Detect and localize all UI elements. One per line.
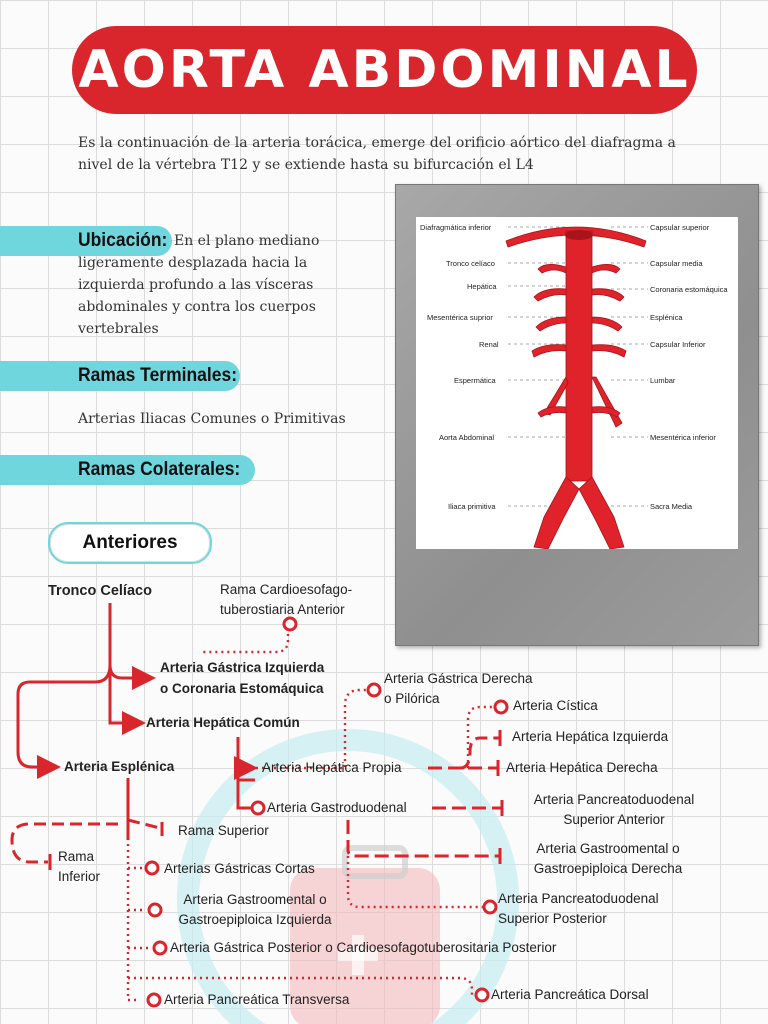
aorta-label-right-2: Coronaria estomáquica [650, 285, 728, 294]
gastroomental-der-line1: Arteria Gastroomental o [536, 841, 680, 856]
aorta-label-right-4: Capsular Inferior [650, 340, 706, 349]
ubicacion-text: En el plano mediano ligeramente desplazada hacia la izquierda profundo a las vísceras abdominales y contra los cuerpos vertebrales [78, 233, 320, 337]
rama-cardio-line1: Rama Cardioesofago- [220, 582, 353, 597]
aorta-label-left-3: Mesentérica suprior [427, 313, 493, 322]
aorta-label-left-6: Aorta Abdominal [439, 433, 495, 442]
rama-superior: Rama Superior [178, 823, 269, 838]
pancreato-sup-post-line2: Superior Posterior [498, 911, 607, 926]
gastrica-izq-line2: o Coronaria Estomáquica [160, 681, 324, 696]
aorta-label-left-1: Tronco celíaco [446, 259, 495, 268]
gastricas-cortas: Arterias Gástricas Cortas [164, 861, 315, 876]
aorta-label-right-1: Capsular media [650, 259, 703, 268]
pancreato-sup-post-line1: Arteria Pancreatoduodenal [498, 891, 659, 906]
pancreatica-transversa: Arteria Pancreática Transversa [164, 992, 350, 1007]
gastrica-der-line2: o Pilórica [384, 691, 440, 706]
pancreatica-dorsal: Arteria Pancreática Dorsal [491, 987, 649, 1002]
rama-cardio-line2: tuberostiaria Anterior [220, 602, 345, 617]
aorta-label-left-7: Iliaca primitiva [448, 502, 496, 511]
pancreato-sup-ant-line2: Superior Anterior [563, 812, 665, 827]
ramas-colaterales-label: Ramas Colaterales: [78, 459, 241, 480]
hepatica-izq: Arteria Hepática Izquierda [512, 729, 669, 744]
gastroomental-izq-line2: Gastroepiploica Izquierda [178, 912, 332, 927]
gastrica-der-line1: Arteria Gástrica Derecha [384, 671, 533, 686]
hepatica-comun: Arteria Hepática Común [146, 715, 300, 730]
hepatica-propia: Arteria Hepática Propia [262, 760, 402, 775]
aorta-label-right-7: Sacra Media [650, 502, 693, 511]
arteria-cistica: Arteria Cística [513, 698, 598, 713]
gastrica-izq-line1: Arteria Gástrica Izquierda [160, 660, 325, 675]
aorta-label-right-3: Esplénica [650, 313, 683, 322]
intro-text: Es la continuación de la arteria torácica, emerge del orificio aórtico del diafragma a nivel de la vértebra T12 y se extiende hasta su bifurcación el L4 [78, 135, 676, 173]
rama-inferior-line2: Inferior [58, 869, 101, 884]
aorta-label-right-5: Lumbar [650, 376, 676, 385]
hepatica-der: Arteria Hepática Derecha [506, 760, 658, 775]
aorta-label-right-0: Capsular superior [650, 223, 710, 232]
aorta-label-right-6: Mesentérica inferior [650, 433, 716, 442]
arteria-esplenica: Arteria Esplénica [64, 759, 175, 774]
aorta-label-left-4: Renal [479, 340, 499, 349]
pancreato-sup-ant-line1: Arteria Pancreatoduodenal [533, 792, 695, 807]
aorta-label-left-2: Hepática [467, 282, 497, 291]
ramas-terminales-text: Arterias Iliacas Comunes o Primitivas [78, 411, 346, 427]
rama-inferior-line1: Rama [58, 849, 95, 864]
gastroomental-izq-line1: Arteria Gastroomental o [183, 892, 327, 907]
aorta-label-left-0: Diafragmática inferior [420, 223, 492, 232]
anteriores-label: Anteriores [82, 532, 178, 553]
page-title: AORTA ABDOMINAL [78, 40, 691, 100]
tronco-celiaco: Tronco Celíaco [48, 583, 152, 599]
gastrica-posterior: Arteria Gástrica Posterior o Cardioesofagotuberositaria Posterior [170, 940, 557, 955]
ramas-terminales-label: Ramas Terminales: [78, 365, 238, 386]
gastroduodenal: Arteria Gastroduodenal [267, 800, 407, 815]
ubicacion-label: Ubicación: [78, 230, 168, 251]
gastroomental-der-line2: Gastroepiploica Derecha [533, 861, 683, 876]
aorta-label-left-5: Espermática [454, 376, 496, 385]
